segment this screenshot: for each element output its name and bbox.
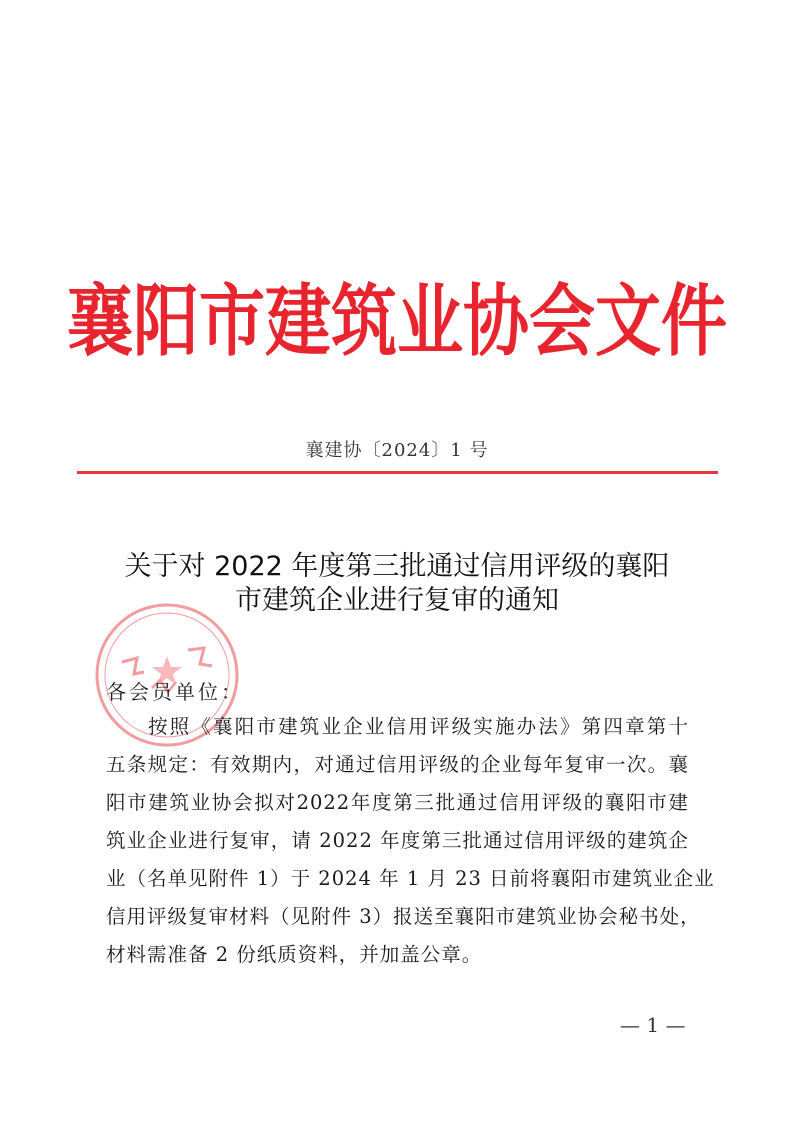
body-line: 信用评级复审材料（见附件 3）报送至襄阳市建筑业协会秘书处， — [106, 905, 701, 928]
masthead-title: 襄阳市建筑业协会文件 — [67, 275, 727, 368]
document-number: 襄建协〔2024〕1 号 — [305, 440, 489, 461]
notice-title-line-2: 市建筑企业进行复审的通知 — [235, 585, 559, 616]
body-line: 按照《襄阳市建筑业企业信用评级实施办法》第四章第十 — [148, 715, 689, 738]
salutation: 各会员单位： — [106, 680, 244, 704]
body-line: 材料需准备 2 份纸质资料，并加盖公章。 — [106, 943, 483, 966]
body-line: 业（名单见附件 1）于 2024 年 1 月 23 日前将襄阳市建筑业企业 — [106, 867, 715, 890]
notice-title-line-1: 关于对 2022 年度第三批通过信用评级的襄阳 — [124, 551, 670, 582]
body-line: 五条规定：有效期内，对通过信用评级的企业每年复审一次。襄 — [106, 753, 689, 776]
body-line: 筑业企业进行复审，请 2022 年度第三批通过信用评级的建筑企 — [106, 829, 689, 852]
notice-body — [106, 708, 715, 974]
red-divider-line — [77, 471, 718, 474]
page-number: — 1 — — [620, 1013, 686, 1037]
body-line: 阳市建筑业协会拟对2022年度第三批通过信用评级的襄阳市建 — [106, 791, 689, 814]
